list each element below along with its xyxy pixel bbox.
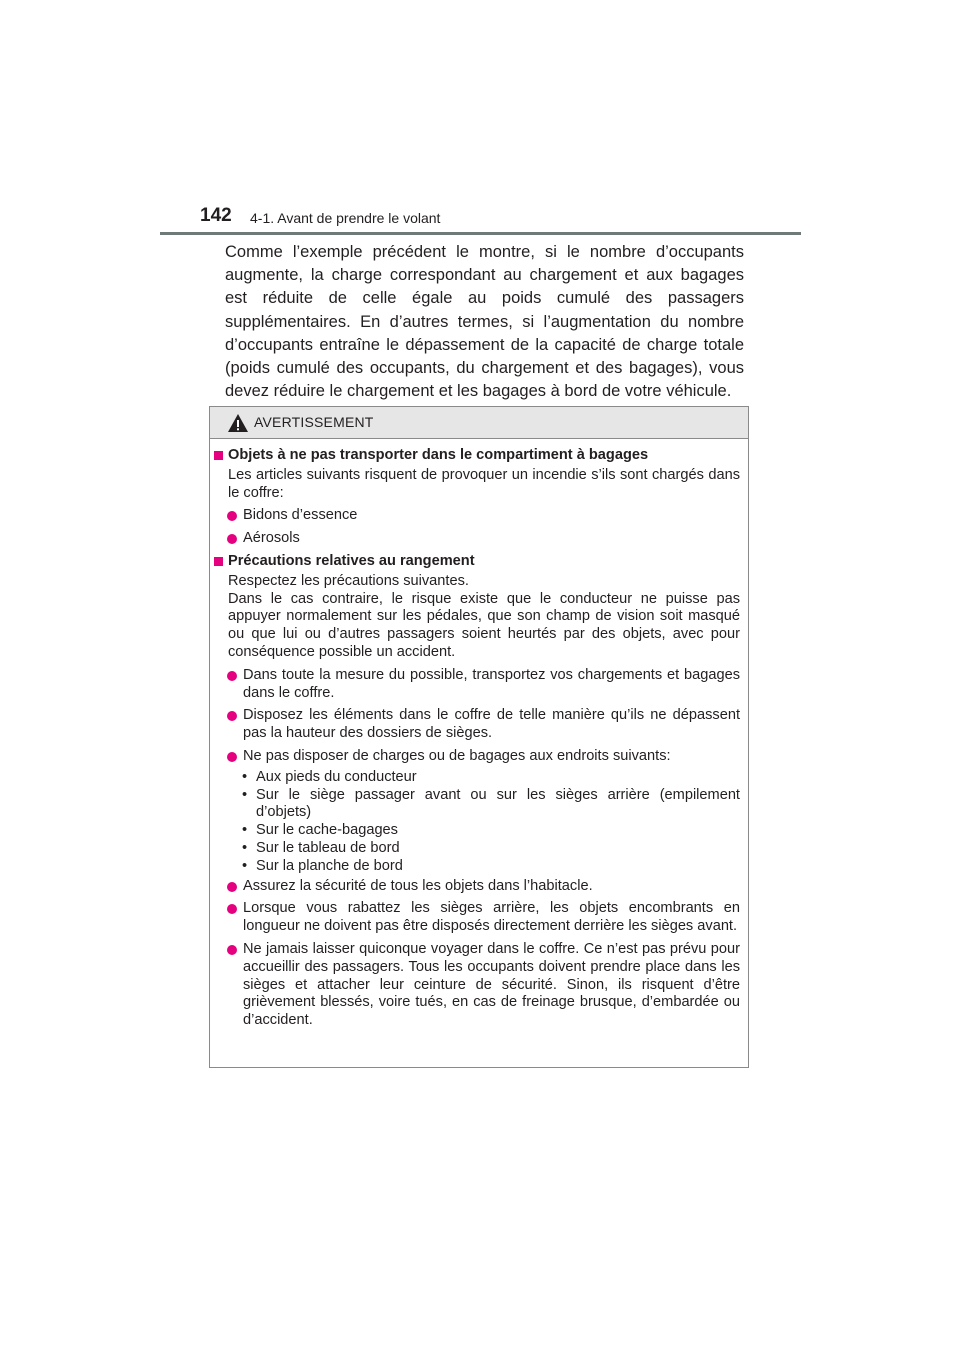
list-item: Lorsque vous rabattez les sièges arrière, les objets encombrants en longueur ne doivent pas être disposés directement derrière les sièges avant. — [210, 900, 748, 936]
warning-body — [210, 447, 748, 1030]
sub-list-item: • Sur la planche de bord — [242, 857, 403, 874]
sub-list-item: • Sur le cache-bagages — [242, 822, 398, 839]
square-bullet-icon — [214, 451, 223, 460]
section-text: Dans le cas contraire, le risque existe que le conducteur ne puisse pas appuyer normalement sur les pédales, que son champ de vision soit masqué ou que lui ou d’autres passagers soient heurtés par des objets, avec pour conséquence possible un accident. — [228, 590, 740, 660]
section-heading: Précautions relatives au rangement — [228, 553, 748, 571]
list-item: Ne pas disposer de charges ou de bagages aux endroits suivants: — [210, 748, 748, 766]
list-item: Disposez les éléments dans le coffre de telle manière qu’ils ne dépassent pas la hauteur des dossiers de sièges. — [210, 707, 748, 743]
section-text: Respectez les précautions suivantes. — [228, 572, 469, 589]
circle-bullet-icon — [227, 534, 237, 544]
circle-bullet-icon — [227, 752, 237, 762]
circle-bullet-icon — [227, 711, 237, 721]
sub-list-item: • Sur le tableau de bord — [242, 839, 400, 856]
section-dangerous-objects — [210, 447, 748, 502]
sub-list-item: • Sur le siège passager avant ou sur les sièges arrière (empilement d’objets) — [242, 786, 740, 821]
list-item: Aérosols — [210, 530, 748, 548]
page-header — [200, 205, 800, 233]
list-item: Dans toute la mesure du possible, transportez vos chargements et bagages dans le coffre. — [210, 667, 748, 703]
list-item: Assurez la sécurité de tous les objets dans l’habitacle. — [210, 878, 748, 896]
circle-bullet-icon — [227, 511, 237, 521]
circle-bullet-icon — [227, 904, 237, 914]
intro-paragraph: Comme l’exemple précédent le montre, si le nombre d’occupants augmente, la charge correspondant au chargement et aux bagages est réduite de celle égale au poids cumulé des passagers supplémentaires. En d’autres termes, si l’augmentation du nombre d’occupants entraîne le dépassement de la capacité de charge totale (poids cumulé des occupants, du chargement et des bagages), vous devez réduire le chargement et les bagages à bord de votre véhicule. — [225, 243, 744, 401]
list-item: Ne jamais laisser quiconque voyager dans le coffre. Ce n’est pas prévu pour accueillir des passagers. Tous les occupants doivent prendre place dans les sièges et attacher leur ceinture de sécurité. Sinon, ils risquent d’être grièvement blessés, voire tués, en cas de freinage brusque, d’embardée ou d’accident. — [210, 941, 748, 1030]
list-item: Bidons d’essence — [210, 507, 748, 525]
warning-header — [210, 407, 748, 439]
warning-box — [209, 406, 749, 1068]
warning-title: AVERTISSEMENT — [254, 414, 374, 430]
page-number: 142 — [200, 205, 232, 226]
circle-bullet-icon — [227, 882, 237, 892]
section-storage-precautions — [210, 553, 748, 662]
section-heading: Objets à ne pas transporter dans le compartiment à bagages — [228, 447, 748, 465]
square-bullet-icon — [214, 557, 223, 566]
circle-bullet-icon — [227, 945, 237, 955]
circle-bullet-icon — [227, 671, 237, 681]
warning-triangle-icon — [227, 413, 249, 433]
sub-list-item: • Aux pieds du conducteur — [242, 768, 417, 785]
section-title: 4-1. Avant de prendre le volant — [250, 210, 441, 226]
section-text: Les articles suivants risquent de provoquer un incendie s’ils sont chargés dans le coffre: — [228, 466, 740, 501]
header-rule — [160, 232, 801, 235]
